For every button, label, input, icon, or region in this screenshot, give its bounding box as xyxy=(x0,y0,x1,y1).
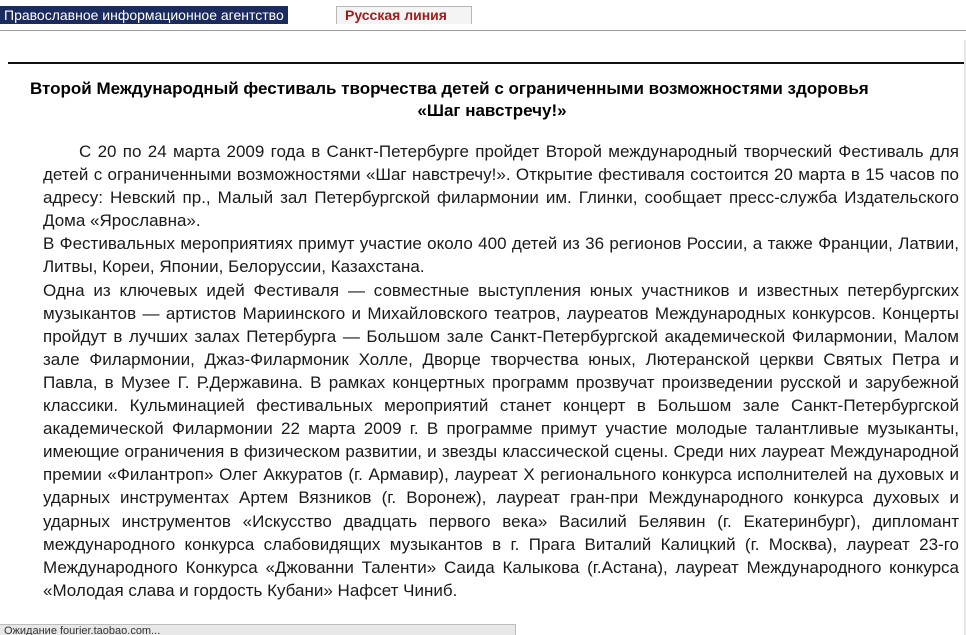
article-title-line-2: «Шаг навстречу!» xyxy=(417,101,567,120)
article-title-line-1: Второй Международный фестиваль творчества детей с ограниченными возможностями здоровья xyxy=(30,79,869,98)
site-header xyxy=(0,0,966,31)
browser-status-bar: Ожидание fourier.taobao.com... xyxy=(0,624,516,635)
article-body xyxy=(43,140,959,602)
article-paragraph-2: В Фестивальных мероприятиях примут участие около 400 детей из 36 регионов России, а также Франции, Латвии, Литвы, Кореи, Японии, Белоруссии, Казахстана. xyxy=(43,234,959,277)
header-divider xyxy=(8,62,966,64)
article-paragraph-1: С 20 по 24 марта 2009 года в Санкт-Петербурге пройдет Второй международный творческий Фестиваль для детей с ограниченными возможностями «Шаг навстречу!». Открытие фестиваля состоится 20 марта в 15 часов по адресу: Невский пр., Малый зал Петербургской филармонии им. Глинки, сообщает пресс-служба Издательского Дома «Ярославна». xyxy=(43,142,959,231)
article-paragraph-3: Одна из ключевых идей Фестиваля — совместные выступления юных участников и известных петербургских музыкантов — артистов Мариинского и Михайловского театров, лауреатов Международных конкурсов. Концерты пройдут в лучших залах Петербурга — Большом зале Санкт-Петербургской академической Филармонии, Малом зале Филармонии, Джаз-Филармоник Холле, Дворце творчества юных, Лютеранской церкви Святых Петра и Павла, в Музее Г. Р.Державина. В рамках концертных программ прозвучат произведении русской и зарубежной классики. Кульминацией фестивальных мероприятий станет концерт в Большом зале Санкт-Петербургской академической Филармонии 22 марта 2009 г. В программе примут участие молодые талантливые музыканты, имеющие ограничения в физическом развитии, и звезды классической сцены. Среди них лауреат Международной премии «Филантроп» Олег Аккуратов (г. Армавир), лауреат Х регионального конкурса исполнителей на духовых и ударных инструментах Артем Вязников (г. Воронеж), лауреат гран-при Международного конкурса духовых и ударных инструментов «Искусство двадцать первого века» Василий Белявин (г. Екатеринбург), дипломант международного конкурса слабовидящих музыкантов в г. Прага Виталий Калицкий (г. Москва), лауреат 23-го Международного Конкурса «Джованни Таленти» Саида Калыкова (г.Астана), лауреат Международного конкурса «Молодая слава и гордость Кубани» Нафсет Чиниб. xyxy=(43,280,959,600)
agency-label[interactable]: Православное информационное агентство xyxy=(0,6,288,24)
article-title xyxy=(24,78,966,122)
site-name-tab[interactable]: Русская линия xyxy=(336,6,472,24)
